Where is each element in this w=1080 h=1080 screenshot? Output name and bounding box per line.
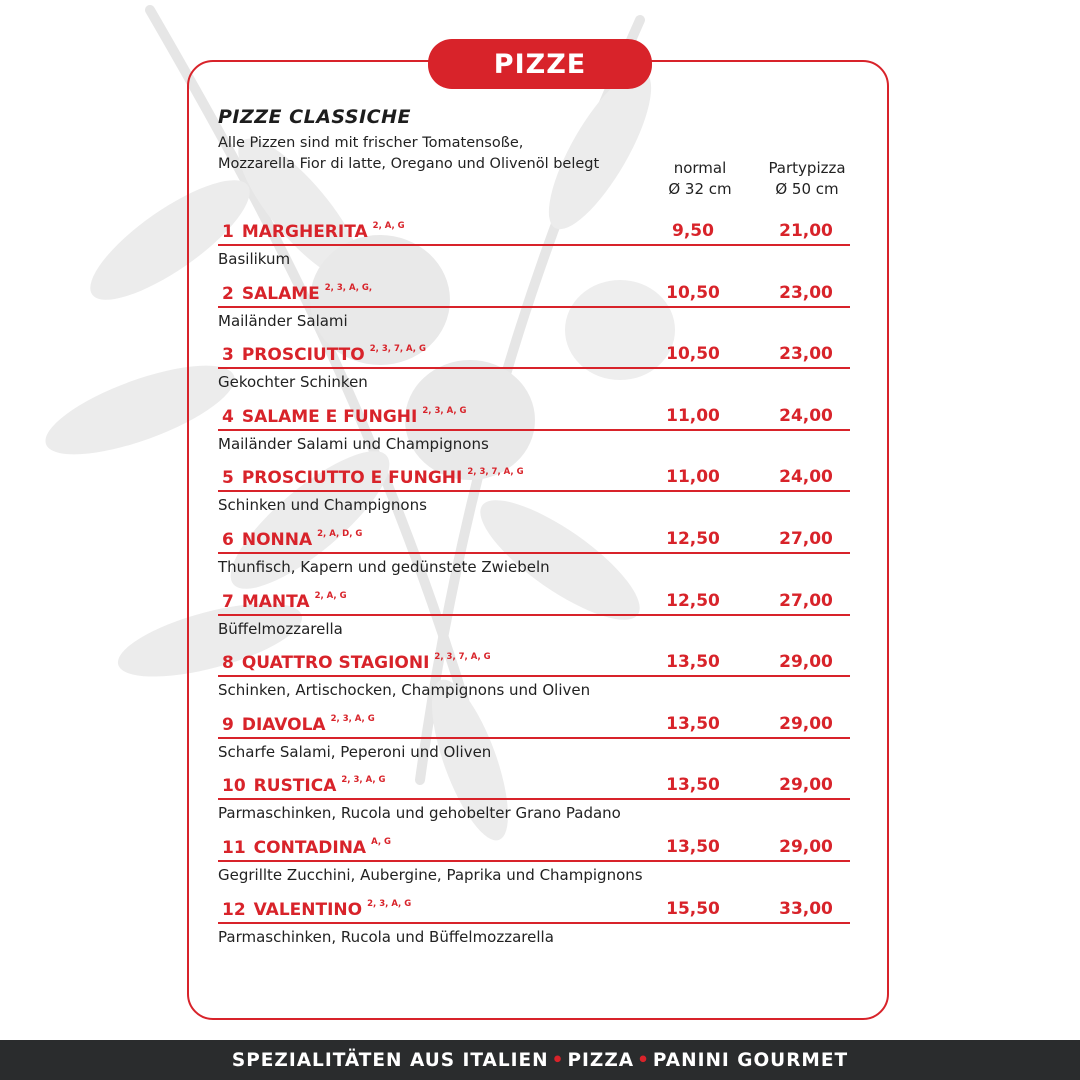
item-title: RUSTICA	[253, 776, 337, 797]
divider	[218, 922, 850, 924]
price-party: 24,00	[779, 467, 833, 488]
section-title: PIZZE CLASSICHE	[218, 106, 411, 128]
price-party: 29,00	[779, 713, 833, 734]
menu-item	[218, 772, 850, 834]
divider	[218, 429, 850, 431]
price-party: 21,00	[779, 221, 833, 241]
menu-item	[218, 896, 850, 958]
item-title: PROSCIUTTO	[241, 345, 365, 366]
item-number: 4	[222, 406, 234, 427]
allergen-codes: 2, 3, A, G	[330, 713, 375, 724]
price-normal: 11,00	[666, 467, 720, 488]
price-party: 23,00	[779, 344, 833, 365]
divider	[218, 614, 850, 616]
price-normal: 10,50	[666, 282, 720, 303]
menu-item	[218, 341, 850, 403]
menu-item	[218, 218, 850, 280]
item-name	[222, 283, 372, 304]
item-name	[222, 221, 405, 242]
menu-item	[218, 711, 850, 773]
item-title: QUATTRO STAGIONI	[241, 653, 430, 674]
item-name	[222, 837, 391, 858]
allergen-codes: 2, 3, A, G	[422, 405, 467, 416]
item-number: 6	[222, 529, 234, 550]
price-normal: 12,50	[666, 528, 720, 549]
item-number: 8	[222, 653, 234, 674]
intro-line: Alle Pizzen sind mit frischer Tomatensoße,	[218, 135, 524, 151]
item-name	[222, 591, 347, 612]
item-description: Schinken und Champignons	[218, 496, 427, 515]
price-normal: 13,50	[666, 775, 720, 796]
intro-line: Mozzarella Fior di latte, Oregano und Olivenöl belegt	[218, 156, 600, 172]
divider	[218, 490, 850, 492]
column-size: Ø 50 cm	[775, 180, 839, 198]
item-name	[222, 899, 411, 920]
price-party: 29,00	[779, 652, 833, 673]
item-description: Büffelmozzarella	[218, 619, 343, 638]
item-number: 9	[222, 714, 234, 735]
column-label: normal	[673, 159, 727, 177]
price-party: 33,00	[779, 898, 833, 919]
price-normal: 13,50	[666, 713, 720, 734]
item-number: 10	[222, 776, 246, 797]
allergen-codes: 2, 3, A, G	[367, 898, 412, 909]
item-description: Parmaschinken, Rucola und gehobelter Grano Padano	[218, 804, 621, 823]
divider	[218, 552, 850, 554]
allergen-codes: A, G	[371, 836, 391, 847]
price-normal: 11,00	[666, 405, 720, 426]
footer-separator: •	[637, 1049, 650, 1071]
item-number: 1	[222, 222, 234, 242]
divider	[218, 367, 850, 369]
item-description: Parmaschinken, Rucola und Büffelmozzarella	[218, 927, 554, 946]
allergen-codes: 2, 3, 7, A, G	[369, 344, 426, 355]
divider	[218, 675, 850, 677]
price-normal: 12,50	[666, 590, 720, 611]
menu-item	[218, 464, 850, 526]
item-description: Scharfe Salami, Peperoni und Oliven	[218, 742, 492, 761]
allergen-codes: 2, A, D, G	[317, 528, 363, 539]
item-number: 5	[222, 468, 234, 489]
price-party: 29,00	[779, 836, 833, 857]
price-normal: 15,50	[666, 898, 720, 919]
menu-item	[218, 834, 850, 896]
allergen-codes: 2, A, G	[314, 590, 347, 601]
item-number: 3	[222, 345, 234, 366]
price-party: 23,00	[779, 282, 833, 303]
item-number: 2	[222, 283, 234, 304]
price-party: 24,00	[779, 405, 833, 426]
item-title: MARGHERITA	[241, 222, 368, 242]
page-title: PIZZE	[428, 39, 652, 89]
item-title: SALAME E FUNGHI	[241, 406, 418, 427]
column-size: Ø 32 cm	[668, 180, 732, 198]
item-title: NONNA	[241, 529, 313, 550]
divider	[218, 306, 850, 308]
item-title: CONTADINA	[253, 837, 367, 858]
item-name	[222, 467, 524, 488]
item-description: Mailänder Salami	[218, 311, 348, 330]
item-description: Schinken, Artischocken, Champignons und Oliven	[218, 681, 591, 700]
item-number: 12	[222, 899, 246, 920]
item-name	[222, 775, 385, 796]
item-title: MANTA	[241, 591, 310, 612]
divider	[218, 860, 850, 862]
section-intro	[218, 133, 648, 175]
price-normal: 9,50	[672, 221, 714, 241]
item-description: Thunfisch, Kapern und gedünstete Zwiebeln	[218, 557, 550, 576]
item-title: VALENTINO	[253, 899, 363, 920]
allergen-codes: 2, 3, A, G	[341, 775, 386, 786]
divider	[218, 798, 850, 800]
column-header-normal	[645, 158, 755, 200]
price-normal: 10,50	[666, 344, 720, 365]
footer-bar	[0, 1040, 1080, 1080]
item-name	[222, 406, 466, 427]
price-party: 27,00	[779, 590, 833, 611]
item-title: SALAME	[241, 283, 320, 304]
allergen-codes: 2, 3, A, G,	[324, 282, 373, 293]
pizza-list	[218, 218, 850, 957]
item-description: Gekochter Schinken	[218, 373, 368, 392]
menu-item	[218, 280, 850, 342]
item-description: Gegrillte Zucchini, Aubergine, Paprika und Champignons	[218, 865, 643, 884]
price-party: 27,00	[779, 528, 833, 549]
item-number: 11	[222, 837, 246, 858]
item-name	[222, 652, 491, 673]
column-header-party	[752, 158, 862, 200]
menu-item	[218, 649, 850, 711]
menu-item	[218, 588, 850, 650]
item-name	[222, 714, 375, 735]
item-description: Basilikum	[218, 250, 291, 268]
divider	[218, 737, 850, 739]
item-description: Mailänder Salami und Champignons	[218, 434, 489, 453]
item-title: DIAVOLA	[241, 714, 326, 735]
column-label: Partypizza	[768, 159, 846, 177]
item-name	[222, 344, 426, 365]
allergen-codes: 2, 3, 7, A, G	[467, 467, 524, 478]
price-normal: 13,50	[666, 652, 720, 673]
item-number: 7	[222, 591, 234, 612]
allergen-codes: 2, A, G	[372, 221, 405, 231]
item-title: PROSCIUTTO E FUNGHI	[241, 468, 463, 489]
footer-text: PIZZA	[567, 1049, 635, 1071]
menu-item	[218, 526, 850, 588]
price-normal: 13,50	[666, 836, 720, 857]
item-name	[222, 529, 362, 550]
allergen-codes: 2, 3, 7, A, G	[434, 652, 491, 663]
footer-text: SPEZIALITÄTEN AUS ITALIEN	[231, 1049, 549, 1071]
divider	[218, 244, 850, 246]
footer-separator: •	[551, 1049, 565, 1071]
price-party: 29,00	[779, 775, 833, 796]
menu-item	[218, 403, 850, 465]
footer-text: PANINI GOURMET	[652, 1049, 849, 1071]
